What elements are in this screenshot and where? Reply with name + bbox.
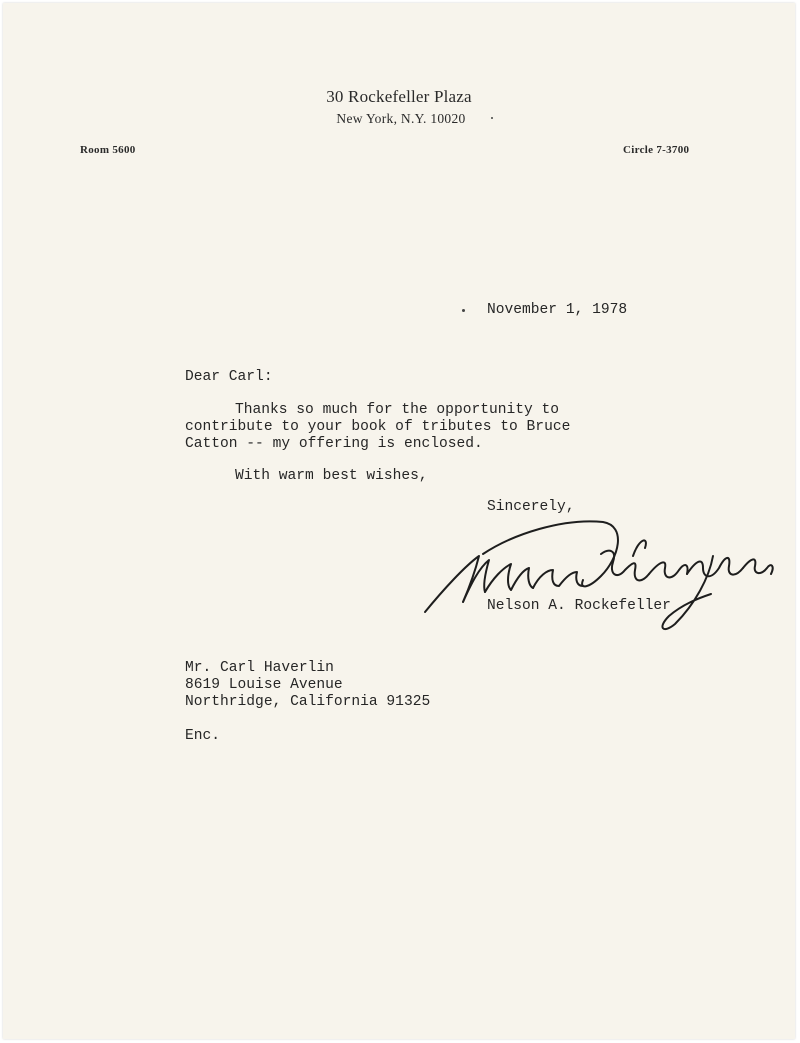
body-line: Catton -- my offering is enclosed. [185,436,483,452]
signature-stroke [649,562,688,577]
body-line: contribute to your book of tributes to Bruce [185,419,571,435]
ink-speck [462,309,465,312]
signature-stroke [687,558,743,576]
letter-date: November 1, 1978 [487,302,628,318]
letterhead-room: Room 5600 [80,144,136,156]
ink-speck [491,117,493,119]
recipient-name: Mr. Carl Haverlin [185,660,334,676]
letter-page [3,3,795,1039]
signature [413,508,783,638]
signature-stroke [533,570,583,588]
signature-stroke [743,559,773,574]
letterhead-street: 30 Rockefeller Plaza [326,87,472,106]
letterhead-phone: Circle 7-3700 [623,144,690,156]
signature-stroke [483,521,618,586]
enclosure-note: Enc. [185,728,221,744]
signer-name: Nelson A. Rockefeller [487,598,671,614]
signature-stroke [633,540,646,556]
closing-wish: With warm best wishes, [235,468,428,484]
recipient-street: 8619 Louise Avenue [185,677,343,693]
complimentary-close: Sincerely, [487,499,575,515]
recipient-city: Northridge, California 91325 [185,694,431,710]
salutation: Dear Carl: [185,369,273,385]
letterhead-city: New York, N.Y. 10020 [336,111,466,126]
signature-stroke [485,564,533,592]
body-line: Thanks so much for the opportunity to [235,402,560,418]
